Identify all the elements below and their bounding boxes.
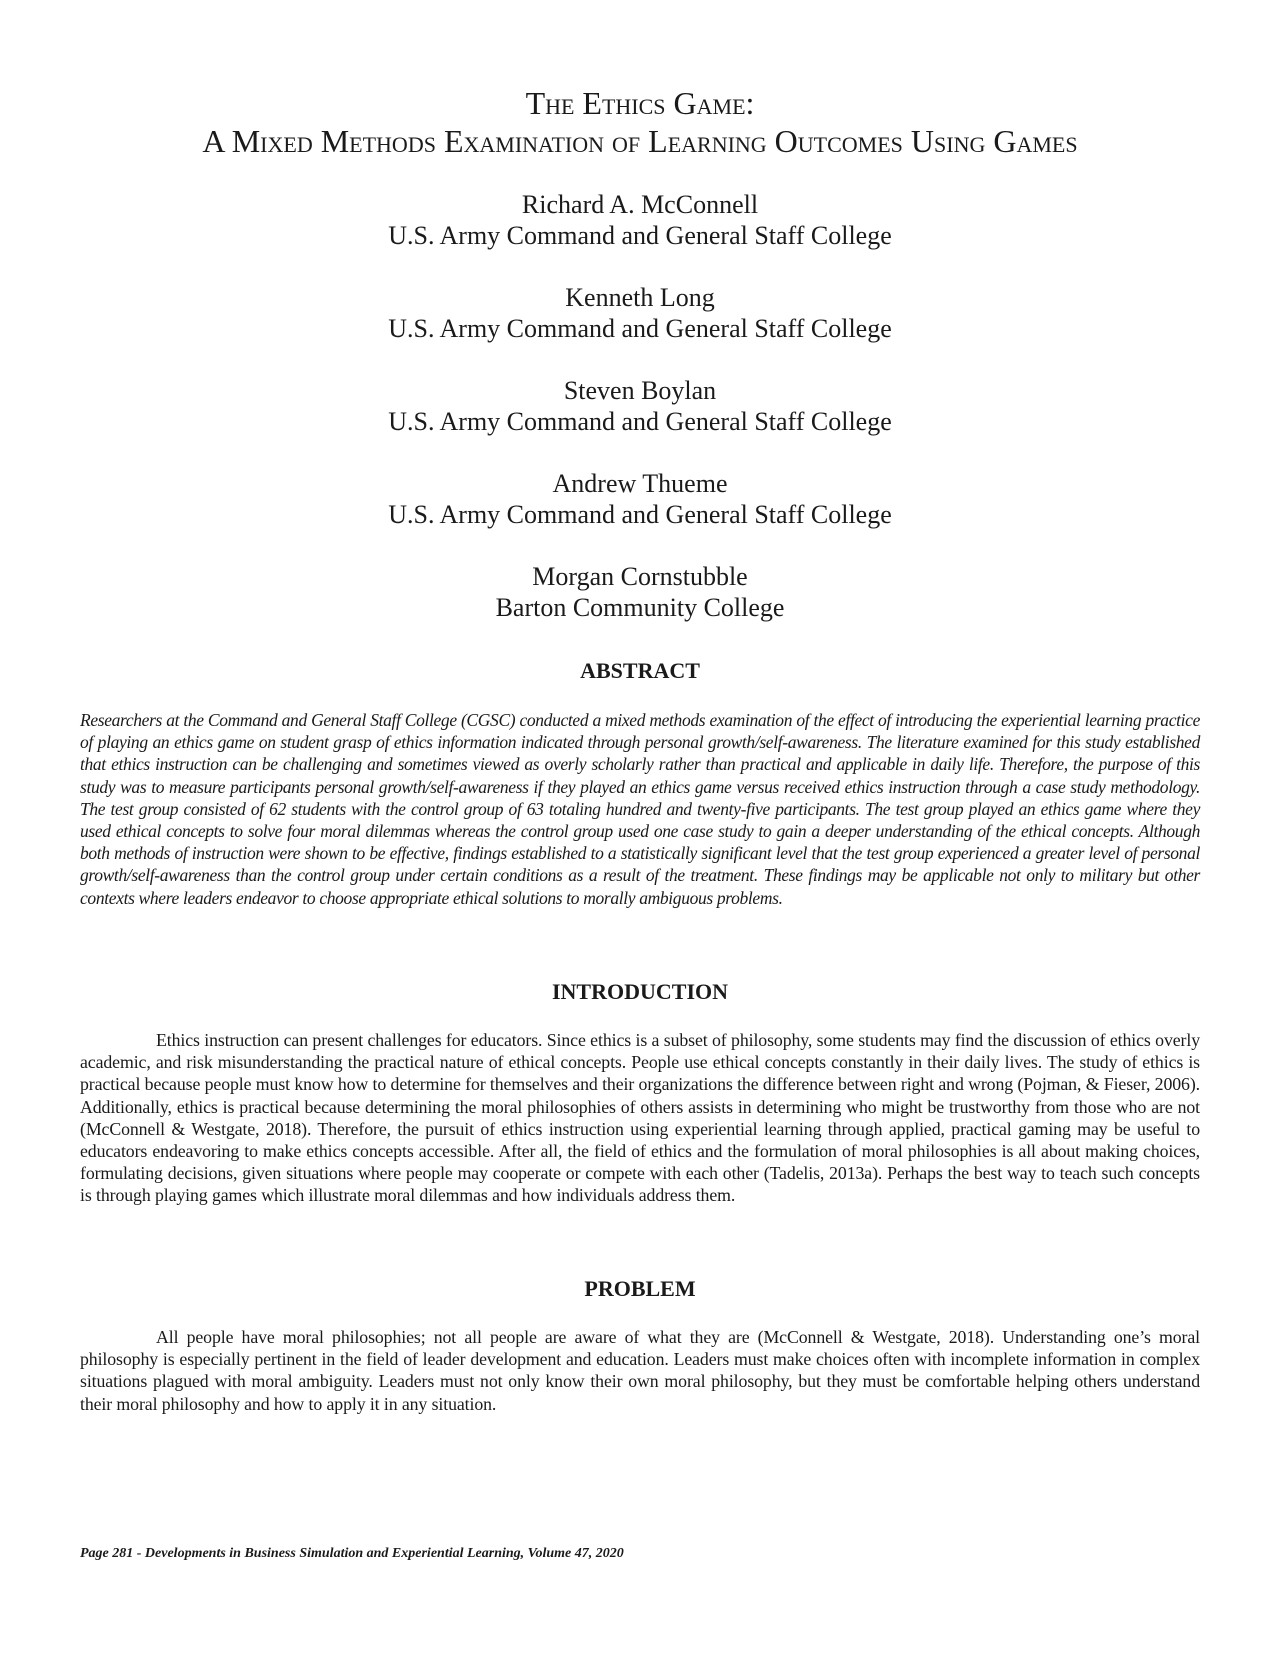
paper-title-line-2: A Mixed Methods Examination of Learning Outcomes Using Games (202, 123, 1078, 159)
author-affiliation: U.S. Army Command and General Staff College (388, 314, 892, 343)
author-affiliation: U.S. Army Command and General Staff College (388, 407, 892, 436)
author-name: Steven Boylan (563, 376, 717, 405)
author-block (80, 282, 1200, 344)
author-block (80, 561, 1200, 623)
author-name: Andrew Thueme (552, 469, 728, 498)
paper-title-line-1: The Ethics Game: (525, 85, 755, 121)
author-affiliation: U.S. Army Command and General Staff College (388, 221, 892, 250)
author-name: Morgan Cornstubble (532, 562, 748, 591)
author-name: Richard A. McConnell (521, 190, 759, 219)
abstract-heading: ABSTRACT (580, 658, 700, 683)
author-affiliation: Barton Community College (495, 593, 785, 622)
author-list (80, 189, 1200, 654)
paper-page (80, 0, 1200, 1656)
author-block (80, 189, 1200, 251)
page-footer: Page 281 - Developments in Business Simulation and Experiential Learning, Volume 47, 2020 (80, 1546, 624, 1561)
introduction-heading: INTRODUCTION (551, 979, 729, 1004)
introduction-paragraph: Ethics instruction can present challenges for educators. Since ethics is a subset of philosophy, some students may find the discussion of ethics overly academic, and risk misunderstanding the practical nature of ethical concepts. People use ethical concepts constantly in their daily lives. The study of ethics is practical because people must know how to determine for themselves and their organizations the difference between right and wrong (Pojman, & Fieser, 2006). Additionally, ethics is practical because determining the moral philosophies of others assists in determining who might be trustworthy from those who are not (McConnell & Westgate, 2018). Therefore, the pursuit of ethics instruction using experiential learning through applied, practical gaming may be useful to educators endeavoring to make ethics concepts accessible. After all, the field of ethics and the formulation of moral philosophies is all about making choices, formulating decisions, given situations where people may cooperate or compete with each other (Tadelis, 2013a). Perhaps the best way to teach such concepts is through playing games which illustrate moral dilemmas and how individuals address them. (80, 1030, 1200, 1206)
author-block (80, 468, 1200, 530)
author-name: Kenneth Long (565, 283, 715, 312)
problem-heading: PROBLEM (584, 1276, 696, 1301)
problem-paragraph: All people have moral philosophies; not all people are aware of what they are (McConnell & Westgate, 2018). Understanding one’s moral philosophy is especially pertinent in the field of leader development and education. Leaders must make choices often with incomplete information in complex situations plagued with moral ambiguity. Leaders must not only know their own moral philosophy, but they must be comfortable helping others understand their moral philosophy and how to apply it in any situation. (80, 1327, 1200, 1414)
author-affiliation: U.S. Army Command and General Staff College (388, 500, 892, 529)
abstract-text: Researchers at the Command and General Staff College (CGSC) conducted a mixed methods examination of the effect of introducing the experiential learning practice of playing an ethics game on student grasp of ethics information indicated through personal growth/self-awareness. The literature examined for this study established that ethics instruction can be challenging and sometimes viewed as overly scholarly rather than practical and applicable in daily life. Therefore, the purpose of this study was to measure participants personal growth/self-awareness if they played an ethics game versus received ethics instruction through a case study methodology. The test group consisted of 62 students with the control group of 63 totaling hundred and twenty-five participants. The test group played an ethics game where they used ethical concepts to solve four moral dilemmas whereas the control group used one case study to gain a deeper understanding of the ethical concepts. Although both methods of instruction were shown to be effective, findings established to a statistically significant level that the test group experienced a greater level of personal growth/self-awareness than the control group under certain conditions as a result of the treatment. These findings may be applicable not only to military but other contexts where leaders endeavor to choose appropriate ethical solutions to morally ambiguous problems. (80, 710, 1200, 908)
author-block (80, 375, 1200, 437)
